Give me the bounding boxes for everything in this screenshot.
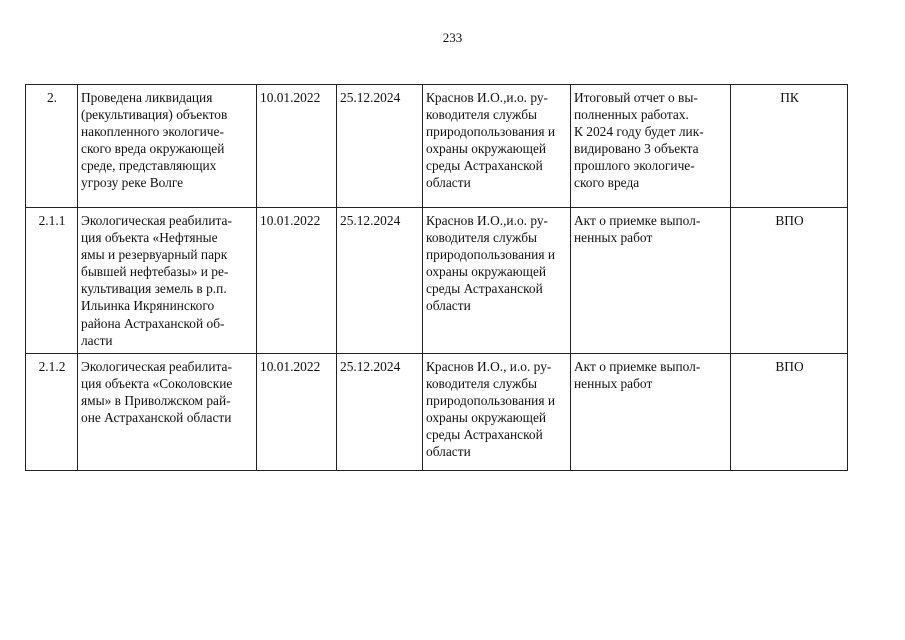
row-number: 2.1.2 [26, 354, 78, 471]
end-date: 25.12.2024 [337, 208, 423, 354]
table-row [26, 354, 848, 471]
row-number: 2. [26, 85, 78, 208]
measure-type: ПК [731, 85, 848, 208]
expected-result: Акт о приемке выпол- ненных работ [571, 208, 731, 354]
measure-name: Экологическая реабилита- ция объекта «Соколовские ямы» в Приволжском рай- оне Астраханской области [78, 354, 257, 471]
responsible-person: Краснов И.О.,и.о. ру- ководителя службы природопользования и охраны окружающей среды Астраханской области [423, 85, 571, 208]
measures-table [25, 84, 848, 471]
row-number: 2.1.1 [26, 208, 78, 354]
start-date: 10.01.2022 [257, 208, 337, 354]
responsible-person: Краснов И.О.,и.о. ру- ководителя службы природопользования и охраны окружающей среды Астраханской области [423, 208, 571, 354]
table-row [26, 208, 848, 354]
expected-result: Акт о приемке выпол- ненных работ [571, 354, 731, 471]
end-date: 25.12.2024 [337, 85, 423, 208]
responsible-person: Краснов И.О., и.о. ру- ководителя службы природопользования и охраны окружающей среды Астраханской области [423, 354, 571, 471]
expected-result: Итоговый отчет о вы- полненных работах. К 2024 году будет лик- видировано 3 объекта прошлого экологиче- ского вреда [571, 85, 731, 208]
measure-name: Проведена ликвидация (рекультивация) объектов накопленного экологиче- ского вреда окружающей среде, представляющих угрозу реке Волге [78, 85, 257, 208]
measure-type: ВПО [731, 354, 848, 471]
measure-type: ВПО [731, 208, 848, 354]
start-date: 10.01.2022 [257, 354, 337, 471]
table-row [26, 85, 848, 208]
page-number: 233 [442, 30, 463, 45]
measure-name: Экологическая реабилита- ция объекта «Нефтяные ямы и резервуарный парк бывшей нефтебазы» и ре- культивация земель в р.п. Ильинка Икрянинского района Астраханской об- ласти [78, 208, 257, 354]
start-date: 10.01.2022 [257, 85, 337, 208]
end-date: 25.12.2024 [337, 354, 423, 471]
